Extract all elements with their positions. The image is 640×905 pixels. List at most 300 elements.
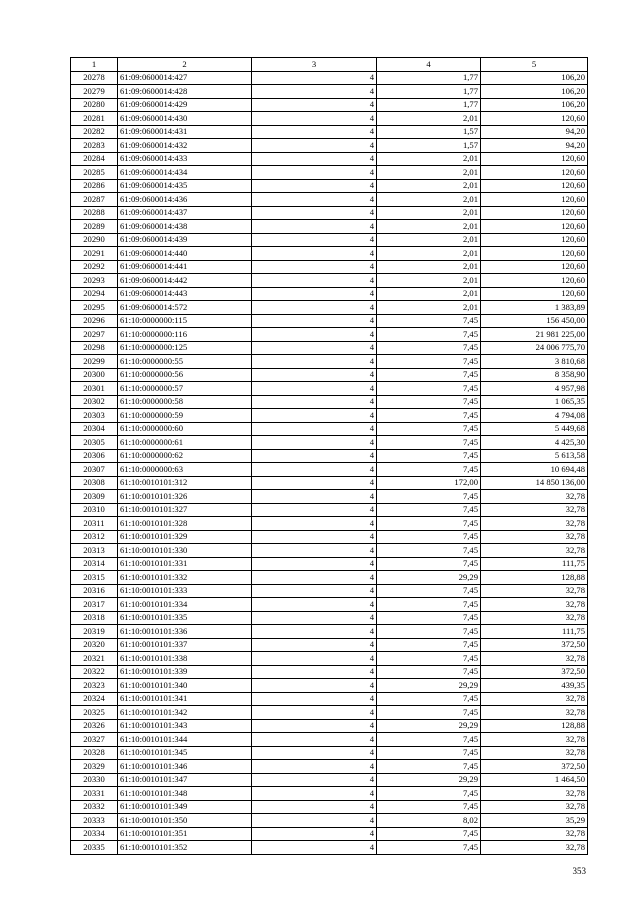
table-cell-col5: 120,60 bbox=[481, 247, 588, 261]
table-cell-col5: 32,78 bbox=[481, 584, 588, 598]
table-cell-col5: 32,78 bbox=[481, 652, 588, 666]
table-cell-col5: 372,50 bbox=[481, 760, 588, 774]
table-cell-col2: 61:09:0600014:434 bbox=[118, 166, 252, 180]
table-cell-col3: 4 bbox=[252, 476, 377, 490]
table-cell-col1: 20295 bbox=[71, 301, 118, 315]
table-cell-col4: 2,01 bbox=[377, 193, 481, 207]
table-cell-col3: 4 bbox=[252, 355, 377, 369]
table-cell-col4: 8,02 bbox=[377, 814, 481, 828]
table-cell-col4: 7,45 bbox=[377, 841, 481, 855]
table-cell-col2: 61:10:0000000:63 bbox=[118, 463, 252, 477]
table-cell-col1: 20300 bbox=[71, 368, 118, 382]
table-cell-col4: 7,45 bbox=[377, 598, 481, 612]
table-cell-col4: 1,57 bbox=[377, 139, 481, 153]
table-cell-col5: 32,78 bbox=[481, 517, 588, 531]
table-cell-col4: 29,29 bbox=[377, 773, 481, 787]
table-cell-col5: 156 450,00 bbox=[481, 314, 588, 328]
table-cell-col3: 4 bbox=[252, 287, 377, 301]
table-cell-col4: 7,45 bbox=[377, 652, 481, 666]
table-row bbox=[71, 773, 588, 787]
table-cell-col2: 61:10:0010101:327 bbox=[118, 503, 252, 517]
table-cell-col2: 61:10:0010101:351 bbox=[118, 827, 252, 841]
table-row bbox=[71, 314, 588, 328]
table-cell-col5: 120,60 bbox=[481, 274, 588, 288]
table-cell-col2: 61:10:0010101:334 bbox=[118, 598, 252, 612]
table-cell-col4: 29,29 bbox=[377, 719, 481, 733]
table-cell-col1: 20325 bbox=[71, 706, 118, 720]
table-cell-col2: 61:10:0000000:55 bbox=[118, 355, 252, 369]
table-cell-col2: 61:10:0010101:339 bbox=[118, 665, 252, 679]
table-cell-col5: 120,60 bbox=[481, 206, 588, 220]
table-cell-col1: 20333 bbox=[71, 814, 118, 828]
table-cell-col1: 20284 bbox=[71, 152, 118, 166]
table-cell-col5: 106,20 bbox=[481, 98, 588, 112]
table-row bbox=[71, 422, 588, 436]
table-cell-col3: 4 bbox=[252, 611, 377, 625]
table-cell-col5: 14 850 136,00 bbox=[481, 476, 588, 490]
table-cell-col2: 61:10:0000000:62 bbox=[118, 449, 252, 463]
table-cell-col3: 4 bbox=[252, 517, 377, 531]
table-cell-col4: 2,01 bbox=[377, 152, 481, 166]
table-cell-col2: 61:10:0000000:115 bbox=[118, 314, 252, 328]
table-row bbox=[71, 71, 588, 85]
table-row bbox=[71, 571, 588, 585]
table-row bbox=[71, 625, 588, 639]
table-cell-col4: 2,01 bbox=[377, 274, 481, 288]
table-row bbox=[71, 395, 588, 409]
table-cell-col5: 120,60 bbox=[481, 112, 588, 126]
table-row bbox=[71, 436, 588, 450]
table-cell-col5: 4 794,08 bbox=[481, 409, 588, 423]
table-row bbox=[71, 301, 588, 315]
table-cell-col4: 7,45 bbox=[377, 490, 481, 504]
table-row bbox=[71, 368, 588, 382]
table-cell-col1: 20329 bbox=[71, 760, 118, 774]
table-cell-col2: 61:09:0600014:432 bbox=[118, 139, 252, 153]
column-header-5: 5 bbox=[481, 58, 588, 72]
table-cell-col4: 7,45 bbox=[377, 503, 481, 517]
table-cell-col3: 4 bbox=[252, 557, 377, 571]
table-cell-col4: 2,01 bbox=[377, 220, 481, 234]
table-cell-col5: 5 613,58 bbox=[481, 449, 588, 463]
table-cell-col1: 20328 bbox=[71, 746, 118, 760]
table-cell-col3: 4 bbox=[252, 85, 377, 99]
table-cell-col1: 20291 bbox=[71, 247, 118, 261]
table-cell-col5: 120,60 bbox=[481, 166, 588, 180]
table-cell-col5: 10 694,48 bbox=[481, 463, 588, 477]
table-cell-col5: 32,78 bbox=[481, 530, 588, 544]
table-cell-col3: 4 bbox=[252, 206, 377, 220]
table-cell-col1: 20314 bbox=[71, 557, 118, 571]
table-cell-col5: 24 006 775,70 bbox=[481, 341, 588, 355]
table-cell-col3: 4 bbox=[252, 314, 377, 328]
table-row bbox=[71, 584, 588, 598]
table-row bbox=[71, 166, 588, 180]
table-cell-col3: 4 bbox=[252, 571, 377, 585]
table-cell-col2: 61:10:0000000:60 bbox=[118, 422, 252, 436]
table-row bbox=[71, 382, 588, 396]
table-cell-col2: 61:10:0010101:349 bbox=[118, 800, 252, 814]
table-cell-col1: 20316 bbox=[71, 584, 118, 598]
table-cell-col1: 20319 bbox=[71, 625, 118, 639]
table-cell-col2: 61:10:0010101:329 bbox=[118, 530, 252, 544]
table-cell-col3: 4 bbox=[252, 382, 377, 396]
table-cell-col3: 4 bbox=[252, 598, 377, 612]
table-row bbox=[71, 652, 588, 666]
table-cell-col5: 120,60 bbox=[481, 152, 588, 166]
table-cell-col2: 61:10:0010101:338 bbox=[118, 652, 252, 666]
table-row bbox=[71, 463, 588, 477]
table-cell-col2: 61:09:0600014:439 bbox=[118, 233, 252, 247]
table-cell-col4: 7,45 bbox=[377, 625, 481, 639]
table-cell-col3: 4 bbox=[252, 652, 377, 666]
table-cell-col5: 120,60 bbox=[481, 287, 588, 301]
table-cell-col2: 61:10:0010101:330 bbox=[118, 544, 252, 558]
table-cell-col3: 4 bbox=[252, 152, 377, 166]
table-row bbox=[71, 179, 588, 193]
table-cell-col3: 4 bbox=[252, 368, 377, 382]
table-cell-col4: 7,45 bbox=[377, 436, 481, 450]
table-cell-col1: 20304 bbox=[71, 422, 118, 436]
table-cell-col4: 2,01 bbox=[377, 260, 481, 274]
table-cell-col1: 20323 bbox=[71, 679, 118, 693]
table-cell-col2: 61:10:0000000:61 bbox=[118, 436, 252, 450]
table-cell-col4: 1,77 bbox=[377, 71, 481, 85]
table-row bbox=[71, 341, 588, 355]
table-cell-col5: 32,78 bbox=[481, 733, 588, 747]
table-row bbox=[71, 800, 588, 814]
table-row bbox=[71, 355, 588, 369]
table-cell-col4: 7,45 bbox=[377, 611, 481, 625]
table-cell-col1: 20283 bbox=[71, 139, 118, 153]
table-cell-col5: 21 981 225,00 bbox=[481, 328, 588, 342]
table-row bbox=[71, 274, 588, 288]
table-cell-col2: 61:10:0000000:116 bbox=[118, 328, 252, 342]
table-cell-col4: 7,45 bbox=[377, 355, 481, 369]
table-cell-col2: 61:09:0600014:429 bbox=[118, 98, 252, 112]
table-cell-col4: 7,45 bbox=[377, 530, 481, 544]
table-row bbox=[71, 503, 588, 517]
table-cell-col2: 61:10:0010101:333 bbox=[118, 584, 252, 598]
table-cell-col4: 7,45 bbox=[377, 328, 481, 342]
table-cell-col4: 7,45 bbox=[377, 638, 481, 652]
table-cell-col3: 4 bbox=[252, 193, 377, 207]
table-cell-col5: 120,60 bbox=[481, 233, 588, 247]
table-cell-col5: 128,88 bbox=[481, 719, 588, 733]
table-cell-col3: 4 bbox=[252, 530, 377, 544]
table-cell-col2: 61:10:0010101:337 bbox=[118, 638, 252, 652]
table-cell-col1: 20317 bbox=[71, 598, 118, 612]
table-cell-col4: 7,45 bbox=[377, 314, 481, 328]
table-row bbox=[71, 139, 588, 153]
table-cell-col2: 61:09:0600014:572 bbox=[118, 301, 252, 315]
table-row bbox=[71, 544, 588, 558]
table-cell-col2: 61:09:0600014:427 bbox=[118, 71, 252, 85]
table-cell-col2: 61:10:0010101:348 bbox=[118, 787, 252, 801]
table-row bbox=[71, 112, 588, 126]
table-row bbox=[71, 706, 588, 720]
table-row bbox=[71, 287, 588, 301]
table-row bbox=[71, 260, 588, 274]
table-cell-col3: 4 bbox=[252, 773, 377, 787]
table-cell-col3: 4 bbox=[252, 503, 377, 517]
table-row bbox=[71, 679, 588, 693]
table-row bbox=[71, 746, 588, 760]
table-row bbox=[71, 733, 588, 747]
table-cell-col4: 7,45 bbox=[377, 787, 481, 801]
table-row bbox=[71, 760, 588, 774]
table-cell-col3: 4 bbox=[252, 260, 377, 274]
table-row bbox=[71, 611, 588, 625]
table-cell-col5: 111,75 bbox=[481, 557, 588, 571]
table-row bbox=[71, 719, 588, 733]
table-cell-col3: 4 bbox=[252, 301, 377, 315]
table-row bbox=[71, 85, 588, 99]
table-cell-col1: 20281 bbox=[71, 112, 118, 126]
table-cell-col3: 4 bbox=[252, 814, 377, 828]
table-cell-col5: 4 957,98 bbox=[481, 382, 588, 396]
table-cell-col1: 20334 bbox=[71, 827, 118, 841]
table-cell-col2: 61:09:0600014:433 bbox=[118, 152, 252, 166]
table-cell-col3: 4 bbox=[252, 274, 377, 288]
table-cell-col5: 372,50 bbox=[481, 665, 588, 679]
table-cell-col3: 4 bbox=[252, 71, 377, 85]
table-cell-col4: 1,57 bbox=[377, 125, 481, 139]
table-cell-col5: 106,20 bbox=[481, 71, 588, 85]
table-cell-col4: 2,01 bbox=[377, 247, 481, 261]
table-cell-col5: 32,78 bbox=[481, 598, 588, 612]
table-cell-col1: 20307 bbox=[71, 463, 118, 477]
table-cell-col5: 32,78 bbox=[481, 841, 588, 855]
table-cell-col2: 61:09:0600014:435 bbox=[118, 179, 252, 193]
table-cell-col2: 61:10:0010101:352 bbox=[118, 841, 252, 855]
table-cell-col2: 61:10:0010101:332 bbox=[118, 571, 252, 585]
table-cell-col2: 61:09:0600014:430 bbox=[118, 112, 252, 126]
table-cell-col5: 8 358,90 bbox=[481, 368, 588, 382]
table-cell-col5: 1 383,89 bbox=[481, 301, 588, 315]
table-cell-col2: 61:09:0600014:442 bbox=[118, 274, 252, 288]
table-cell-col1: 20302 bbox=[71, 395, 118, 409]
data-table bbox=[70, 57, 588, 855]
table-cell-col5: 32,78 bbox=[481, 490, 588, 504]
table-cell-col3: 4 bbox=[252, 247, 377, 261]
table-cell-col3: 4 bbox=[252, 449, 377, 463]
column-header-3: 3 bbox=[252, 58, 377, 72]
table-cell-col4: 2,01 bbox=[377, 112, 481, 126]
table-cell-col5: 32,78 bbox=[481, 827, 588, 841]
table-cell-col1: 20296 bbox=[71, 314, 118, 328]
table-cell-col1: 20322 bbox=[71, 665, 118, 679]
table-cell-col1: 20309 bbox=[71, 490, 118, 504]
table-cell-col3: 4 bbox=[252, 760, 377, 774]
table-cell-col4: 7,45 bbox=[377, 449, 481, 463]
table-cell-col5: 106,20 bbox=[481, 85, 588, 99]
table-cell-col3: 4 bbox=[252, 328, 377, 342]
table-row bbox=[71, 530, 588, 544]
table-cell-col2: 61:10:0010101:336 bbox=[118, 625, 252, 639]
table-cell-col4: 7,45 bbox=[377, 382, 481, 396]
table-row bbox=[71, 692, 588, 706]
table-cell-col3: 4 bbox=[252, 827, 377, 841]
table-cell-col5: 120,60 bbox=[481, 179, 588, 193]
table-cell-col5: 439,35 bbox=[481, 679, 588, 693]
table-cell-col1: 20327 bbox=[71, 733, 118, 747]
table-cell-col1: 20280 bbox=[71, 98, 118, 112]
table-cell-col1: 20279 bbox=[71, 85, 118, 99]
table-cell-col4: 2,01 bbox=[377, 166, 481, 180]
table-cell-col5: 128,88 bbox=[481, 571, 588, 585]
table-cell-col2: 61:10:0000000:125 bbox=[118, 341, 252, 355]
table-cell-col3: 4 bbox=[252, 220, 377, 234]
table-body bbox=[71, 71, 588, 854]
table-cell-col2: 61:09:0600014:440 bbox=[118, 247, 252, 261]
table-cell-col3: 4 bbox=[252, 98, 377, 112]
table-cell-col2: 61:10:0000000:57 bbox=[118, 382, 252, 396]
table-cell-col4: 2,01 bbox=[377, 179, 481, 193]
table-cell-col4: 2,01 bbox=[377, 206, 481, 220]
table-cell-col4: 29,29 bbox=[377, 571, 481, 585]
table-cell-col2: 61:10:0010101:326 bbox=[118, 490, 252, 504]
table-cell-col3: 4 bbox=[252, 625, 377, 639]
table-cell-col3: 4 bbox=[252, 112, 377, 126]
table-row bbox=[71, 557, 588, 571]
table-cell-col1: 20290 bbox=[71, 233, 118, 247]
table-cell-col4: 2,01 bbox=[377, 287, 481, 301]
table-cell-col5: 120,60 bbox=[481, 220, 588, 234]
table-cell-col4: 7,45 bbox=[377, 584, 481, 598]
table-cell-col5: 32,78 bbox=[481, 706, 588, 720]
table-cell-col5: 32,78 bbox=[481, 787, 588, 801]
table-cell-col1: 20310 bbox=[71, 503, 118, 517]
table-cell-col5: 32,78 bbox=[481, 503, 588, 517]
table-cell-col3: 4 bbox=[252, 679, 377, 693]
table-cell-col1: 20335 bbox=[71, 841, 118, 855]
table-cell-col3: 4 bbox=[252, 800, 377, 814]
table-cell-col3: 4 bbox=[252, 422, 377, 436]
table-cell-col4: 7,45 bbox=[377, 706, 481, 720]
table-cell-col4: 1,77 bbox=[377, 98, 481, 112]
table-cell-col2: 61:10:0010101:331 bbox=[118, 557, 252, 571]
table-cell-col5: 35,29 bbox=[481, 814, 588, 828]
table-cell-col4: 7,45 bbox=[377, 665, 481, 679]
table-cell-col2: 61:09:0600014:437 bbox=[118, 206, 252, 220]
column-header-4: 4 bbox=[377, 58, 481, 72]
table-cell-col2: 61:09:0600014:436 bbox=[118, 193, 252, 207]
table-cell-col5: 1 464,50 bbox=[481, 773, 588, 787]
table-cell-col1: 20297 bbox=[71, 328, 118, 342]
table-cell-col1: 20324 bbox=[71, 692, 118, 706]
table-row bbox=[71, 787, 588, 801]
table-cell-col4: 172,00 bbox=[377, 476, 481, 490]
table-cell-col4: 7,45 bbox=[377, 463, 481, 477]
table-row bbox=[71, 665, 588, 679]
table-cell-col5: 32,78 bbox=[481, 611, 588, 625]
table-cell-col3: 4 bbox=[252, 463, 377, 477]
table-row bbox=[71, 193, 588, 207]
table-cell-col4: 7,45 bbox=[377, 422, 481, 436]
table-cell-col4: 7,45 bbox=[377, 746, 481, 760]
table-cell-col1: 20315 bbox=[71, 571, 118, 585]
table-cell-col3: 4 bbox=[252, 233, 377, 247]
table-cell-col5: 32,78 bbox=[481, 746, 588, 760]
table-cell-col4: 7,45 bbox=[377, 368, 481, 382]
table-row bbox=[71, 247, 588, 261]
table-cell-col3: 4 bbox=[252, 125, 377, 139]
table-cell-col1: 20292 bbox=[71, 260, 118, 274]
table-cell-col5: 5 449,68 bbox=[481, 422, 588, 436]
table-header-row bbox=[71, 58, 588, 72]
table-row bbox=[71, 152, 588, 166]
table-cell-col3: 4 bbox=[252, 733, 377, 747]
column-header-2: 2 bbox=[118, 58, 252, 72]
table-cell-col4: 7,45 bbox=[377, 557, 481, 571]
table-cell-col1: 20299 bbox=[71, 355, 118, 369]
table-row bbox=[71, 409, 588, 423]
table-cell-col1: 20331 bbox=[71, 787, 118, 801]
table-cell-col4: 7,45 bbox=[377, 409, 481, 423]
table-cell-col5: 94,20 bbox=[481, 139, 588, 153]
table-cell-col1: 20308 bbox=[71, 476, 118, 490]
table-cell-col2: 61:10:0010101:340 bbox=[118, 679, 252, 693]
table-cell-col4: 7,45 bbox=[377, 800, 481, 814]
table-cell-col3: 4 bbox=[252, 179, 377, 193]
table-row bbox=[71, 827, 588, 841]
table-cell-col3: 4 bbox=[252, 341, 377, 355]
table-cell-col1: 20298 bbox=[71, 341, 118, 355]
table-cell-col3: 4 bbox=[252, 490, 377, 504]
table-cell-col5: 32,78 bbox=[481, 800, 588, 814]
table-cell-col5: 32,78 bbox=[481, 544, 588, 558]
table-cell-col2: 61:10:0000000:58 bbox=[118, 395, 252, 409]
table-cell-col5: 1 065,35 bbox=[481, 395, 588, 409]
table-cell-col3: 4 bbox=[252, 746, 377, 760]
table-cell-col4: 7,45 bbox=[377, 341, 481, 355]
table-cell-col3: 4 bbox=[252, 584, 377, 598]
table-cell-col3: 4 bbox=[252, 706, 377, 720]
table-row bbox=[71, 220, 588, 234]
table-cell-col1: 20330 bbox=[71, 773, 118, 787]
table-cell-col1: 20282 bbox=[71, 125, 118, 139]
table-cell-col2: 61:09:0600014:431 bbox=[118, 125, 252, 139]
table-cell-col1: 20306 bbox=[71, 449, 118, 463]
table-cell-col2: 61:09:0600014:428 bbox=[118, 85, 252, 99]
table-cell-col3: 4 bbox=[252, 436, 377, 450]
table-cell-col4: 7,45 bbox=[377, 517, 481, 531]
table-row bbox=[71, 598, 588, 612]
table-cell-col1: 20313 bbox=[71, 544, 118, 558]
table-cell-col1: 20286 bbox=[71, 179, 118, 193]
table-cell-col5: 3 810,68 bbox=[481, 355, 588, 369]
table-row bbox=[71, 517, 588, 531]
table-cell-col1: 20321 bbox=[71, 652, 118, 666]
table-cell-col2: 61:10:0010101:335 bbox=[118, 611, 252, 625]
table-cell-col1: 20294 bbox=[71, 287, 118, 301]
table-cell-col2: 61:10:0000000:59 bbox=[118, 409, 252, 423]
table-cell-col2: 61:10:0010101:345 bbox=[118, 746, 252, 760]
table-cell-col3: 4 bbox=[252, 409, 377, 423]
table-cell-col1: 20303 bbox=[71, 409, 118, 423]
table-cell-col3: 4 bbox=[252, 719, 377, 733]
table-cell-col2: 61:10:0010101:347 bbox=[118, 773, 252, 787]
table-row bbox=[71, 490, 588, 504]
table-cell-col4: 7,45 bbox=[377, 733, 481, 747]
table-cell-col2: 61:09:0600014:443 bbox=[118, 287, 252, 301]
table-cell-col2: 61:10:0010101:343 bbox=[118, 719, 252, 733]
table-cell-col4: 2,01 bbox=[377, 301, 481, 315]
table-cell-col1: 20288 bbox=[71, 206, 118, 220]
table-cell-col5: 372,50 bbox=[481, 638, 588, 652]
table-cell-col5: 94,20 bbox=[481, 125, 588, 139]
